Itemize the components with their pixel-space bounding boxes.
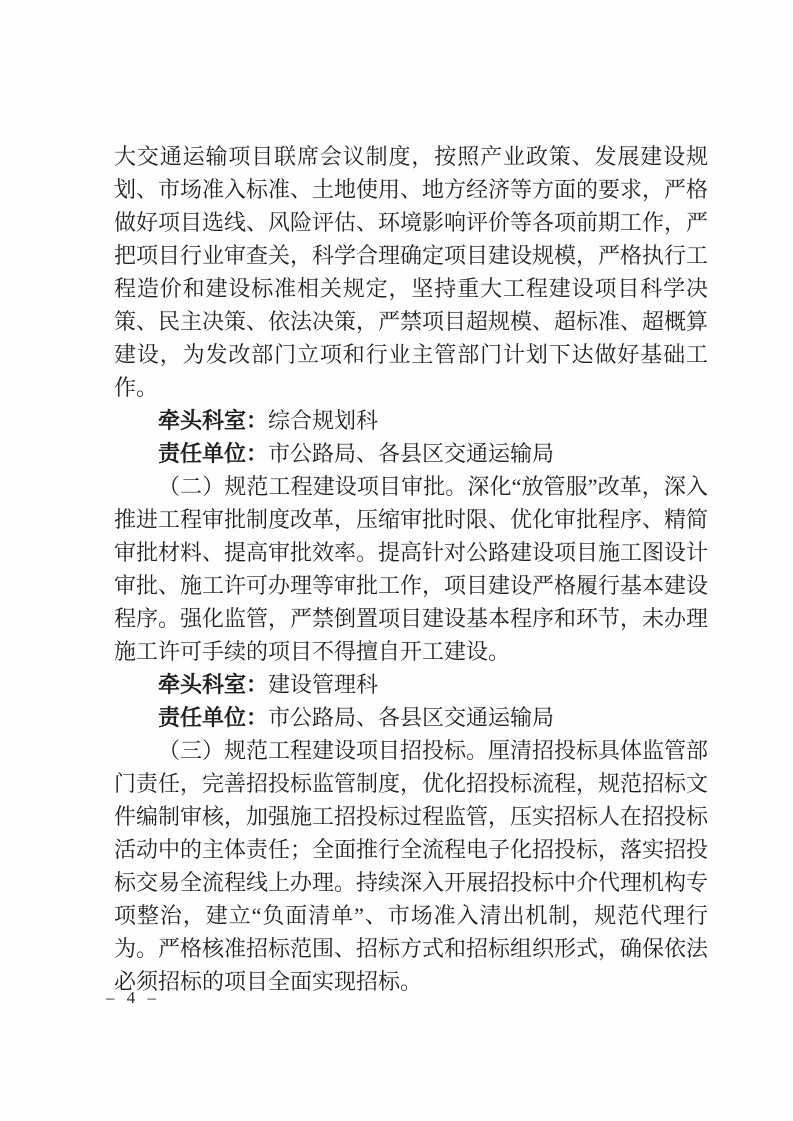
field-value: 市公路局、各县区交通运输局: [268, 441, 555, 466]
field-value: 综合规划科: [268, 408, 379, 433]
field-label: 牵头科室：: [158, 672, 269, 697]
label-paragraph: [114, 404, 708, 437]
body-paragraph: （三）规范工程建设项目招投标。厘清招投标具体监管部门责任，完善招投标监管制度，优化招投标流程，规范招标文件编制审核，加强施工招投标过程监管，压实招标人在招投标活动中的主体责任；全面推行全流程电子化招投标，落实招投标交易全流程线上办理。持续深入开展招投标中介代理机构专项整治，建立“负面清单”、市场准入清出机制，规范代理行为。严格核准招标范围、招标方式和招标组织形式，确保依法必须招标的项目全面实现招标。: [114, 738, 709, 994]
field-label: 牵头科室：: [158, 408, 269, 433]
field-value: 建设管理科: [268, 672, 379, 697]
field-label: 责任单位：: [158, 441, 269, 466]
field-value: 市公路局、各县区交通运输局: [268, 705, 555, 730]
label-paragraph: [114, 437, 708, 470]
page-number: – 4 –: [106, 988, 160, 1007]
body-paragraph: （二）规范工程建设项目审批。深化“放管服”改革，深入推进工程审批制度改革，压缩审批时限、优化审批程序、精简审批材料、提高审批效率。提高针对公路建设项目施工图设计审批、施工许可办理等审批工作，项目建设严格履行基本建设程序。强化监管，严禁倒置项目建设基本程序和环节，未办理施工许可手续的项目不得擅自开工建设。: [114, 474, 709, 664]
label-paragraph: [114, 668, 708, 701]
field-label: 责任单位：: [158, 705, 269, 730]
body-paragraph: 大交通运输项目联席会议制度，按照产业政策、发展建设规划、市场准入标准、土地使用、地方经济等方面的要求，严格做好项目选线、风险评估、环境影响评价等各项前期工作，严把项目行业审查关，科学合理确定项目建设规模，严格执行工程造价和建设标准相关规定，坚持重大工程建设项目科学决策、民主决策、依法决策，严禁项目超规模、超标准、超概算建设，为发改部门立项和行业主管部门计划下达做好基础工作。: [114, 144, 709, 400]
label-paragraph: [114, 701, 708, 734]
text-block: [114, 140, 708, 998]
